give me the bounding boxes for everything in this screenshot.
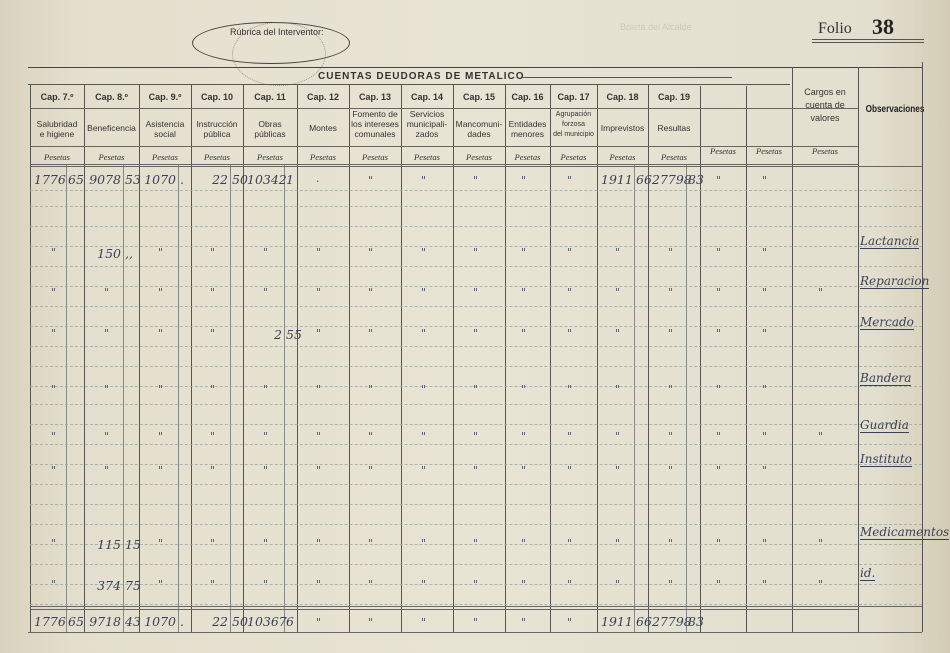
first-row-amount: . [316, 172, 320, 185]
total-amount-cents: 66 [636, 614, 652, 629]
currency-label: Pesetas [812, 146, 838, 156]
bleed-through-text: Boleta del Alcalde [620, 22, 692, 32]
ditto-mark: " [668, 578, 674, 591]
ditto-mark: " [51, 327, 57, 340]
ditto-mark: " [210, 246, 216, 259]
observacion-note [860, 452, 912, 466]
ditto-mark: " [567, 464, 573, 477]
observacion-text: Mercado [860, 315, 914, 329]
header-sub: menores [510, 129, 545, 139]
ditto-mark: " [668, 430, 674, 443]
header-sub: Beneficencia [87, 123, 136, 133]
column-rule [746, 86, 747, 632]
ditto-mark: " [762, 383, 768, 396]
observacion-text: Bandera [860, 371, 912, 385]
row-rule [30, 206, 922, 207]
first-row-amount-cents: 66 [636, 172, 652, 187]
ditto-mark: " [263, 430, 269, 443]
currency-label: Pesetas [514, 152, 541, 162]
folio-underline-2 [812, 42, 924, 43]
header-cap: Cap. 11 [254, 92, 286, 102]
ditto-mark: " [668, 464, 674, 477]
ditto-mark: " [316, 286, 322, 299]
first-row-amount-pesetas: 1776 [34, 172, 66, 187]
header-sub: Imprevistos [600, 123, 645, 133]
ditto-mark: " [567, 174, 573, 187]
entry-amount-cents: 55 [286, 327, 302, 342]
observacion-text: Guardia [860, 418, 909, 432]
ditto-mark: " [51, 286, 57, 299]
row-rule [30, 366, 922, 367]
row-rule [30, 404, 922, 405]
header-sub: Instrucción [196, 119, 238, 129]
header-sub: Resultas [657, 123, 691, 133]
entry-amount-cents: 75 [125, 578, 141, 593]
ditto-mark: " [567, 537, 573, 550]
ditto-mark: " [716, 578, 722, 591]
header-sub: Agrupación [555, 111, 592, 118]
observacion-text: id. [860, 566, 876, 580]
header-sub: comunales [354, 129, 396, 139]
first-row-amount-cents: 83 [688, 172, 704, 187]
currency-label: Pesetas [257, 152, 283, 162]
total-amount-pesetas: 9718 [89, 614, 121, 629]
ditto-mark: " [316, 578, 322, 591]
first-row-amount-pesetas: 10342 [247, 172, 287, 187]
folio [812, 14, 922, 38]
observacion-note [860, 371, 911, 385]
folio-label: Folio [818, 20, 852, 37]
header-sub: Asistencia [145, 119, 185, 129]
ditto-mark: " [818, 578, 824, 591]
header-sub: públicas [254, 129, 286, 139]
ditto-mark: " [762, 246, 768, 259]
ditto-mark: " [368, 383, 374, 396]
row-rule [30, 504, 922, 505]
ditto-mark: " [762, 286, 768, 299]
ditto-mark: " [615, 327, 621, 340]
observaciones-header: Observaciones [865, 104, 925, 115]
ditto-mark: " [158, 286, 164, 299]
cents-rule [634, 164, 635, 632]
row-rule [30, 346, 922, 347]
entry-amount-pesetas: 115 [97, 537, 121, 552]
ditto-mark: " [615, 430, 621, 443]
first-row-amount-cents: . [180, 172, 184, 187]
folio-underline [812, 39, 924, 40]
header-sub: social [154, 129, 176, 139]
ditto-mark: " [473, 327, 479, 340]
ditto-mark: " [368, 430, 374, 443]
ditto-mark: " [762, 464, 768, 477]
ditto-mark: " [421, 578, 427, 591]
ditto-mark: " [762, 174, 768, 187]
ditto-mark: " [818, 537, 824, 550]
ditto-mark: " [473, 286, 479, 299]
ditto-mark: " [51, 464, 57, 477]
ditto-mark: " [668, 537, 674, 550]
header-cap: Cap. 7.º [40, 92, 74, 102]
cents-rule [284, 164, 285, 632]
entry-amount-cents: ,, [125, 246, 133, 261]
entry-amount-pesetas: 150 [97, 246, 121, 261]
header-sub: dades [467, 129, 491, 139]
ditto-mark: " [615, 246, 621, 259]
entry-amount-pesetas: 2 [274, 327, 282, 342]
ditto-mark: " [51, 430, 57, 443]
ditto-mark: " [104, 327, 110, 340]
header-sub: e higiene [39, 129, 75, 139]
header-cap: Cap. 10 [200, 92, 233, 102]
ditto-mark: " [263, 286, 269, 299]
seal-stamp [232, 22, 326, 86]
header-sub: Fomento de [352, 109, 398, 119]
row-rule [30, 524, 922, 525]
ditto-mark: " [263, 578, 269, 591]
ditto-mark: " [615, 578, 621, 591]
ditto-mark: " [615, 464, 621, 477]
total-amount-pesetas: 27798 [652, 614, 692, 629]
cents-rule [66, 164, 67, 632]
ditto-mark: " [210, 383, 216, 396]
ditto-mark: " [368, 537, 374, 550]
ditto-mark: " [521, 537, 527, 550]
ditto-mark: " [158, 383, 164, 396]
header-cap: Cap. 19 [657, 92, 690, 102]
total-amount-pesetas: 1911 [601, 614, 633, 629]
first-row-amount-cents: 53 [125, 172, 141, 187]
ditto-mark: " [521, 383, 527, 396]
total-amount-cents: 65 [68, 614, 84, 629]
ditto-mark: " [158, 464, 164, 477]
ditto-mark: " [51, 246, 57, 259]
total-amount-pesetas: 22 [212, 614, 228, 629]
ditto-mark: " [263, 383, 269, 396]
first-row-amount-pesetas: 22 [212, 172, 228, 187]
currency-label: Pesetas [560, 152, 587, 162]
ditto-mark: " [158, 578, 164, 591]
header-cap: Cap. 17 [557, 92, 590, 102]
ditto-mark: " [473, 383, 479, 396]
header-cap: Cap. 18 [606, 92, 639, 102]
ditto-mark: " [615, 537, 621, 550]
ditto-mark: " [716, 286, 722, 299]
ditto-mark: " [762, 537, 768, 550]
ditto-mark: " [316, 430, 322, 443]
ditto-mark: " [521, 327, 527, 340]
ditto-mark: " [368, 327, 374, 340]
ditto-mark: " [210, 578, 216, 591]
ditto-mark: " [521, 286, 527, 299]
cents-rule [230, 164, 231, 632]
ditto-mark: " [668, 383, 674, 396]
ditto-mark: " [51, 578, 57, 591]
ditto-mark: " [762, 327, 768, 340]
ditto-mark: " [716, 383, 722, 396]
entry-amount-cents: 15 [125, 537, 141, 552]
ditto-mark: " [473, 464, 479, 477]
ditto-mark: " [263, 537, 269, 550]
currency-label: Pesetas [756, 146, 782, 156]
ditto-mark: " [51, 383, 57, 396]
frame-top-rule [28, 67, 922, 68]
first-row-amount-pesetas: 1070 [144, 172, 176, 187]
column-rule [858, 67, 859, 632]
total-amount-cents: 83 [688, 614, 704, 629]
header-cargos-valores: Cargos en cuenta de valores [804, 87, 846, 123]
ditto-mark: " [421, 286, 427, 299]
observacion-note [860, 315, 914, 329]
ditto-mark: " [421, 174, 427, 187]
ditto-mark: " [521, 616, 527, 629]
ditto-mark: " [158, 430, 164, 443]
currency-label: Pesetas [98, 152, 125, 162]
observacion-note [860, 525, 949, 539]
ditto-mark: " [762, 578, 768, 591]
currency-label: Pesetas [609, 152, 636, 162]
currency-label: Pesetas [310, 152, 336, 162]
row-rule [30, 266, 922, 267]
observacion-text: Instituto [860, 452, 912, 466]
ditto-mark: " [521, 174, 527, 187]
ditto-mark: " [521, 246, 527, 259]
ditto-mark: " [316, 383, 322, 396]
ditto-mark: " [818, 286, 824, 299]
ditto-mark: " [316, 327, 322, 340]
row-rule [30, 190, 922, 191]
header-sub: forzosa [562, 121, 585, 128]
ditto-mark: " [51, 537, 57, 550]
ditto-mark: " [421, 430, 427, 443]
row-rule [30, 306, 922, 307]
ditto-mark: " [615, 383, 621, 396]
ditto-mark: " [567, 246, 573, 259]
observacion-note [860, 566, 875, 580]
totals-rule [30, 609, 858, 610]
ditto-mark: " [567, 383, 573, 396]
ditto-mark: " [316, 537, 322, 550]
first-row-amount-cents: 65 [68, 172, 84, 187]
observacion-note [860, 418, 909, 432]
ditto-mark: " [421, 246, 427, 259]
first-row-amount-pesetas: 9078 [89, 172, 121, 187]
total-amount-cents: 50 [232, 614, 248, 629]
observacion-text: Medicamentos [860, 525, 950, 539]
folio-number: 38 [872, 14, 894, 39]
ditto-mark: " [567, 327, 573, 340]
ditto-mark: " [473, 430, 479, 443]
ditto-mark: " [421, 464, 427, 477]
total-amount-pesetas: 1776 [34, 614, 66, 629]
ditto-mark: " [263, 464, 269, 477]
header-sub: zados [415, 129, 439, 139]
currency-label: Pesetas [362, 152, 388, 162]
ditto-mark: " [567, 430, 573, 443]
header-cap: Cap. 12 [306, 92, 339, 102]
observacion-text: Lactancia [860, 234, 920, 248]
row-rule [30, 564, 922, 565]
ditto-mark: " [567, 578, 573, 591]
observacion-note [860, 274, 929, 288]
ditto-mark: " [210, 430, 216, 443]
ditto-mark: " [521, 578, 527, 591]
ditto-mark: " [762, 430, 768, 443]
ditto-mark: " [473, 578, 479, 591]
ditto-mark: " [158, 246, 164, 259]
ditto-mark: " [473, 537, 479, 550]
header-sub: los intereses [351, 119, 399, 129]
ditto-mark: " [210, 327, 216, 340]
total-amount-cents: 43 [125, 614, 141, 629]
ditto-mark: " [368, 616, 374, 629]
ditto-mark: " [210, 464, 216, 477]
bottom-rule [28, 632, 922, 633]
ditto-mark: " [421, 327, 427, 340]
ditto-mark: " [316, 464, 322, 477]
ditto-mark: " [368, 578, 374, 591]
ditto-mark: " [158, 537, 164, 550]
ditto-mark: " [716, 174, 722, 187]
header-sub: Servicios [409, 109, 445, 119]
row-rule [30, 444, 922, 445]
currency-label: Pesetas [204, 152, 230, 162]
cents-rule [178, 164, 179, 632]
totals-rule [30, 606, 922, 607]
ditto-mark: " [473, 174, 479, 187]
ditto-mark: " [716, 327, 722, 340]
ditto-mark: " [104, 286, 110, 299]
ditto-mark: " [368, 286, 374, 299]
currency-label: Pesetas [710, 146, 736, 156]
ditto-mark: " [668, 286, 674, 299]
header-sub: Obras [258, 119, 282, 129]
ditto-mark: " [104, 464, 110, 477]
ditto-mark: " [521, 464, 527, 477]
ditto-mark: " [716, 246, 722, 259]
header-cap: Cap. 15 [462, 92, 495, 102]
first-row-amount-cents: 1 [286, 172, 294, 187]
currency-label: Pesetas [661, 152, 687, 162]
ditto-mark: " [316, 616, 322, 629]
ditto-mark: " [668, 246, 674, 259]
ditto-mark: " [615, 286, 621, 299]
header-sub: municipali- [406, 119, 448, 129]
ditto-mark: " [104, 430, 110, 443]
total-amount-cents: . [180, 614, 184, 629]
observacion-text: Reparacion [860, 274, 930, 288]
total-amount-pesetas: 1070 [144, 614, 176, 629]
ditto-mark: " [210, 537, 216, 550]
header-sub: del municipio [553, 131, 594, 138]
ditto-mark: " [716, 430, 722, 443]
total-amount-pesetas: 10367 [247, 614, 287, 629]
header-cap: Cap. 13 [358, 92, 391, 102]
column-rule [700, 86, 701, 632]
ditto-mark: " [521, 430, 527, 443]
row-rule [30, 484, 922, 485]
rubrica-label: Rúbrica del Interventor: [230, 27, 324, 37]
ditto-mark: " [473, 616, 479, 629]
ditto-mark: " [368, 246, 374, 259]
ditto-mark: " [473, 246, 479, 259]
header-cap: Cap. 16 [511, 92, 544, 102]
header-sub: pública [203, 129, 231, 139]
currency-label: Pesetas [466, 152, 492, 162]
ditto-mark: " [368, 464, 374, 477]
header-sub: Entidades [508, 119, 547, 129]
cents-rule [123, 164, 124, 632]
ditto-mark: " [210, 286, 216, 299]
header-cap: Cap. 9.º [148, 92, 182, 102]
frame-right-rule [922, 62, 923, 632]
ditto-mark: " [716, 537, 722, 550]
row-rule [30, 226, 922, 227]
header-rule [30, 108, 858, 109]
first-row-amount-pesetas: 1911 [601, 172, 633, 187]
section-title: CUENTAS DEUDORAS DE METALICO [318, 71, 525, 82]
ditto-mark: " [716, 464, 722, 477]
observacion-note [860, 234, 919, 248]
currency-label: Pesetas [414, 152, 440, 162]
ditto-mark: " [668, 327, 674, 340]
currency-label: Pesetas [152, 152, 178, 162]
cents-rule [686, 164, 687, 632]
row-rule [30, 604, 922, 605]
first-row-amount-cents: 50 [232, 172, 248, 187]
ditto-mark: " [316, 246, 322, 259]
title-rule [522, 77, 732, 78]
header-cap: Cap. 14 [410, 92, 443, 102]
entry-amount-pesetas: 374 [97, 578, 121, 593]
header-sub: Montes [309, 123, 337, 133]
header-sub: Salubridad [36, 119, 78, 129]
ditto-mark: " [263, 246, 269, 259]
ditto-mark: " [421, 616, 427, 629]
ditto-mark: " [567, 286, 573, 299]
currency-label: Pesetas [44, 152, 70, 162]
ditto-mark: " [567, 616, 573, 629]
ditto-mark: " [104, 383, 110, 396]
header-cap: Cap. 8.º [95, 92, 128, 102]
total-amount-cents: 6 [286, 614, 294, 629]
frame-header-rule [28, 84, 790, 85]
header-rule [30, 164, 858, 165]
header-sub: Mancomuni- [455, 119, 503, 129]
ditto-mark: " [818, 430, 824, 443]
ditto-mark: " [158, 327, 164, 340]
row-rule [30, 424, 922, 425]
first-row-amount-pesetas: 27798 [652, 172, 692, 187]
ditto-mark: " [421, 383, 427, 396]
ditto-mark: " [421, 537, 427, 550]
header-rule [30, 166, 922, 167]
ditto-mark: " [368, 174, 374, 187]
